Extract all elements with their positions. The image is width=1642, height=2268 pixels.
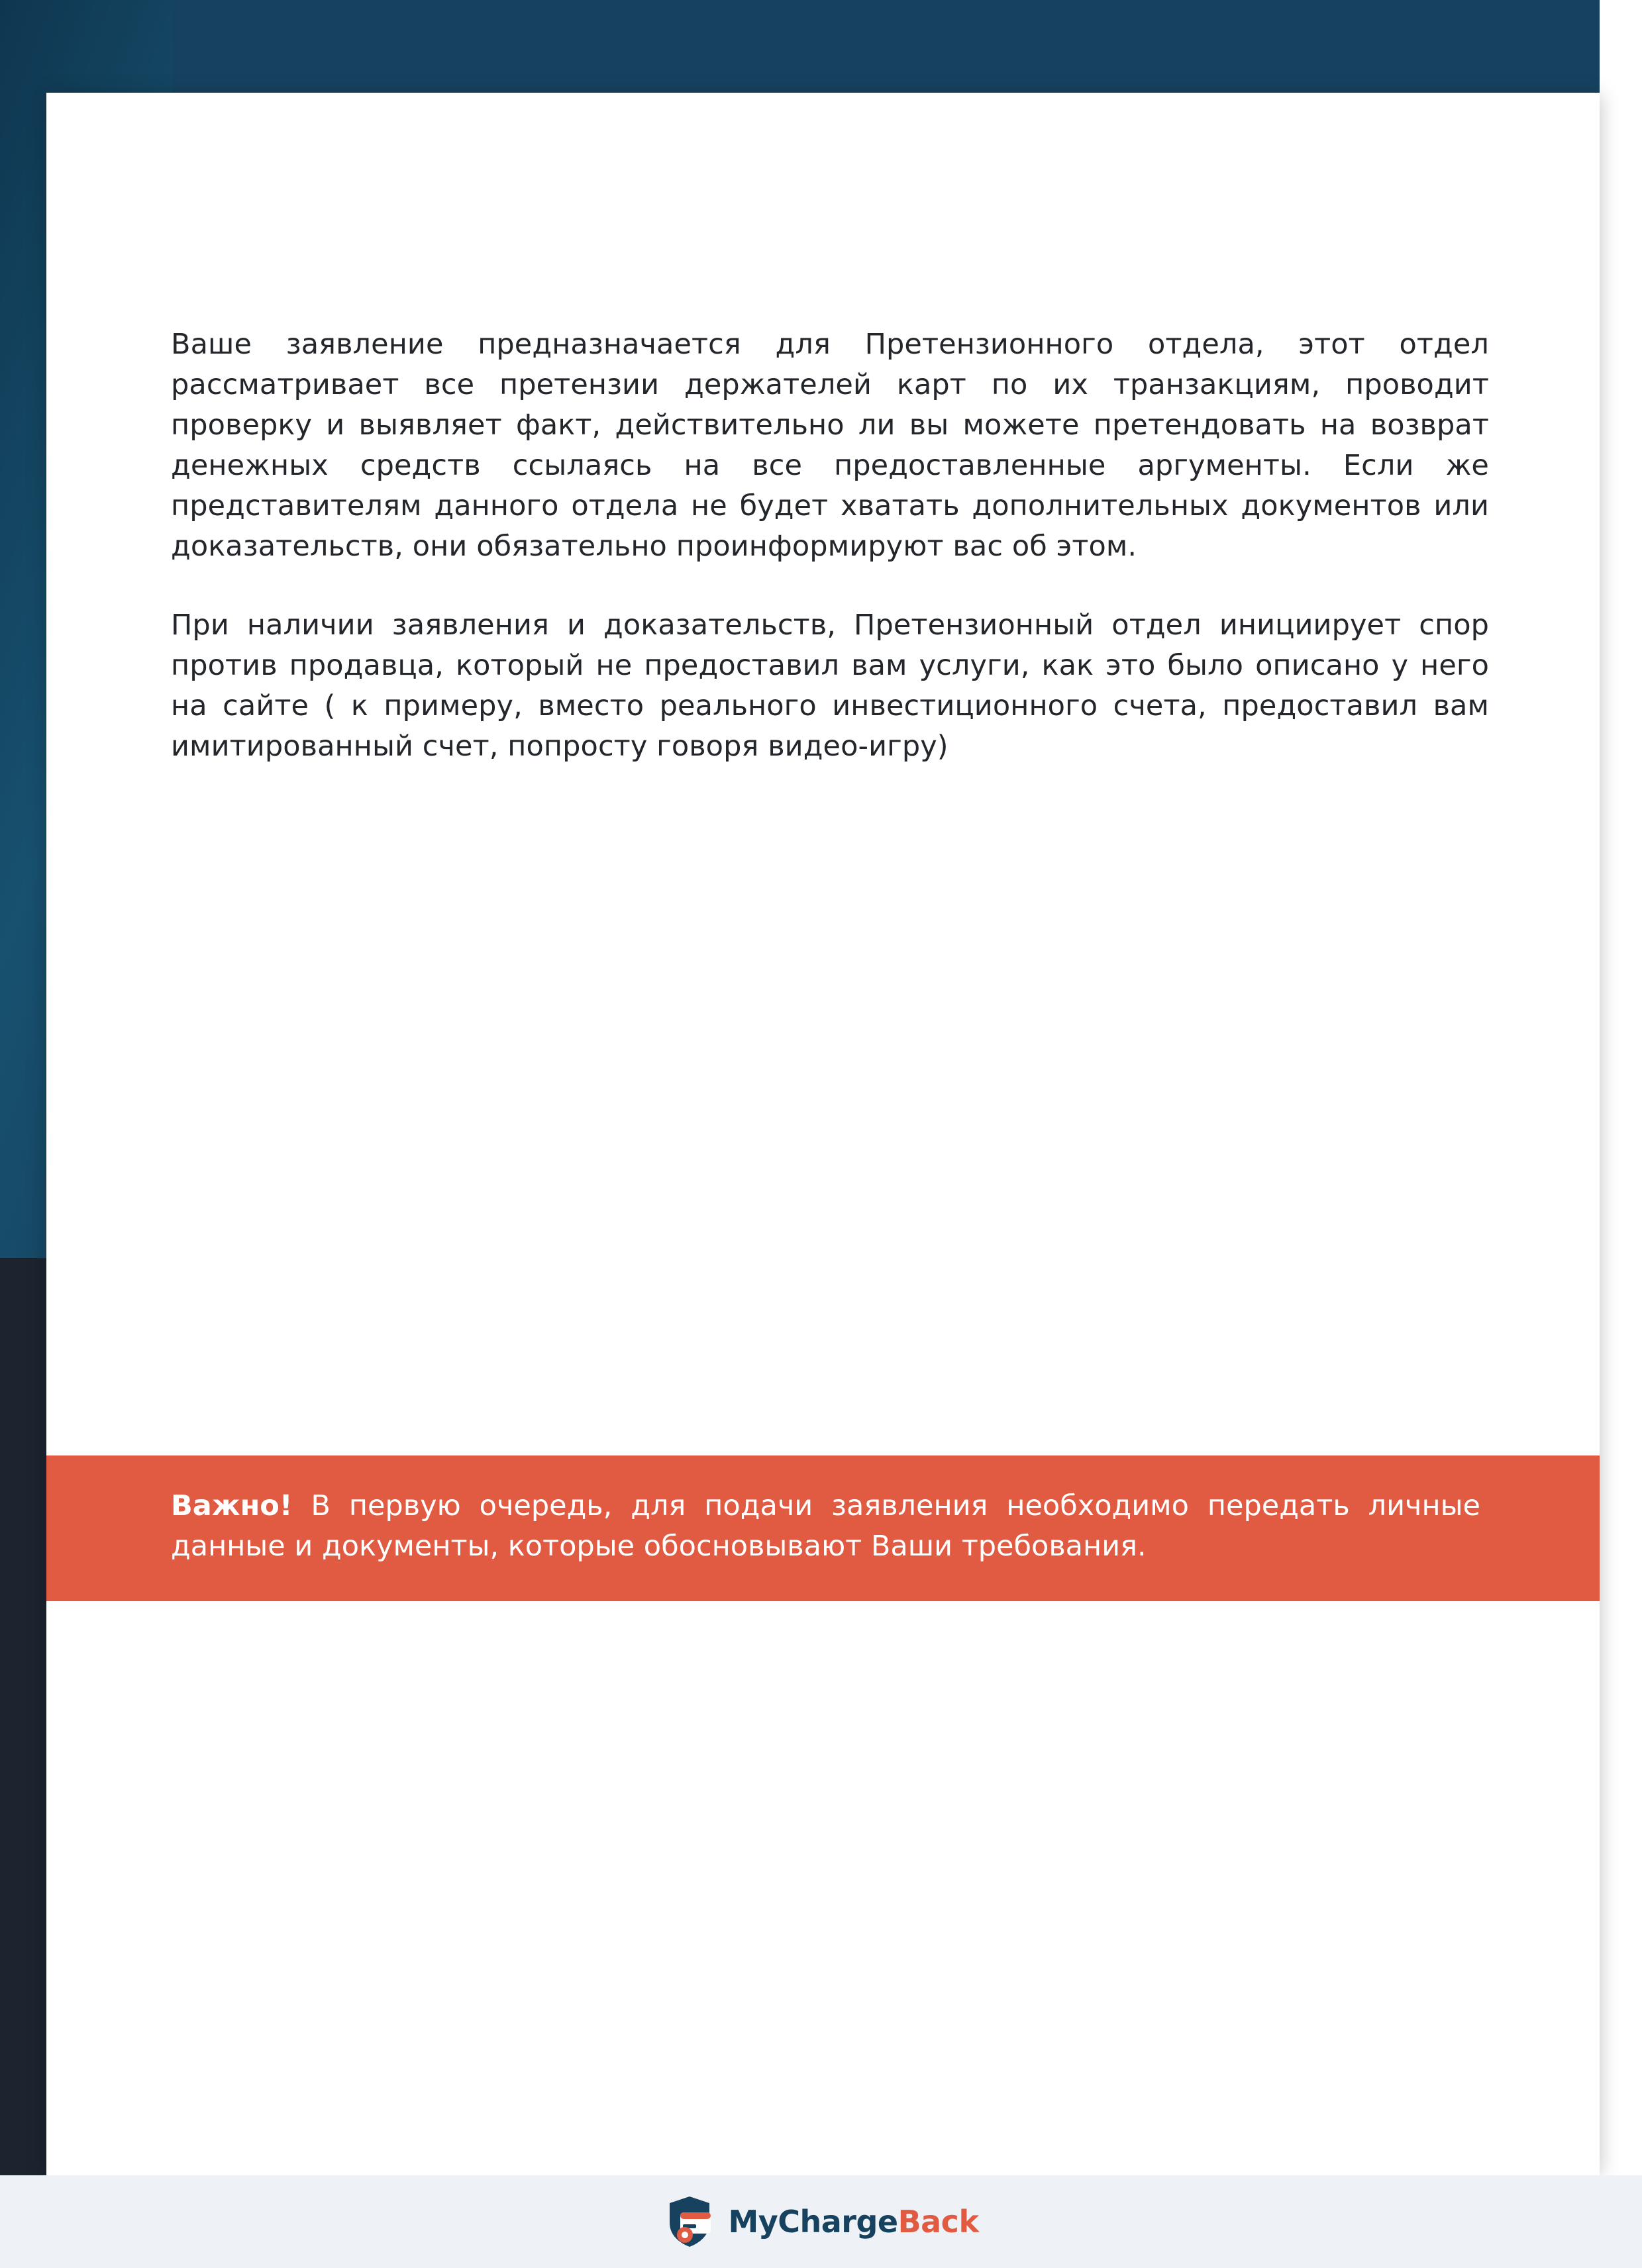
background-right-margin <box>1600 0 1642 2268</box>
paragraph-1: Ваше заявление предназначается для Претензионного отдела, этот отдел рассматривает все претензии держателей карт по их транзакциям, проводит проверку и выявляет факт, действительно ли вы можете претендовать на возврат денежных средств ссылаясь на все предоставленные аргументы. Если же представителям данного отдела не будет хватать дополнительных документов или доказательств, они обязательно проинформируют вас об этом. <box>171 328 1489 564</box>
important-callout <box>46 1455 1600 1601</box>
callout-label: Важно! <box>171 1489 293 1522</box>
brand-logo-text-part2: Back <box>898 2204 979 2240</box>
brand-logo-text <box>728 2204 978 2240</box>
content-sheet <box>46 93 1600 2172</box>
body-text-block <box>171 324 1489 767</box>
callout-text-wrap <box>171 1486 1480 1567</box>
page-footer <box>0 2175 1642 2268</box>
brand-logo <box>663 2194 978 2249</box>
paragraph-2: При наличии заявления и доказательств, Претензионный отдел инициирует спор против продавца, который не предоставил вам услуги, как это было описано у него на сайте ( к примеру, вместо реального инвестиционного счета, предоставил вам имитированный счет, попросту говоря видео-игру) <box>171 609 1489 764</box>
shield-card-icon <box>663 2194 719 2249</box>
callout-text: В первую очередь, для подачи заявления необходимо передать личные данные и документы, которые обосновывают Ваши требования. <box>171 1489 1480 1563</box>
brand-logo-text-part1: MyCharge <box>728 2204 898 2240</box>
